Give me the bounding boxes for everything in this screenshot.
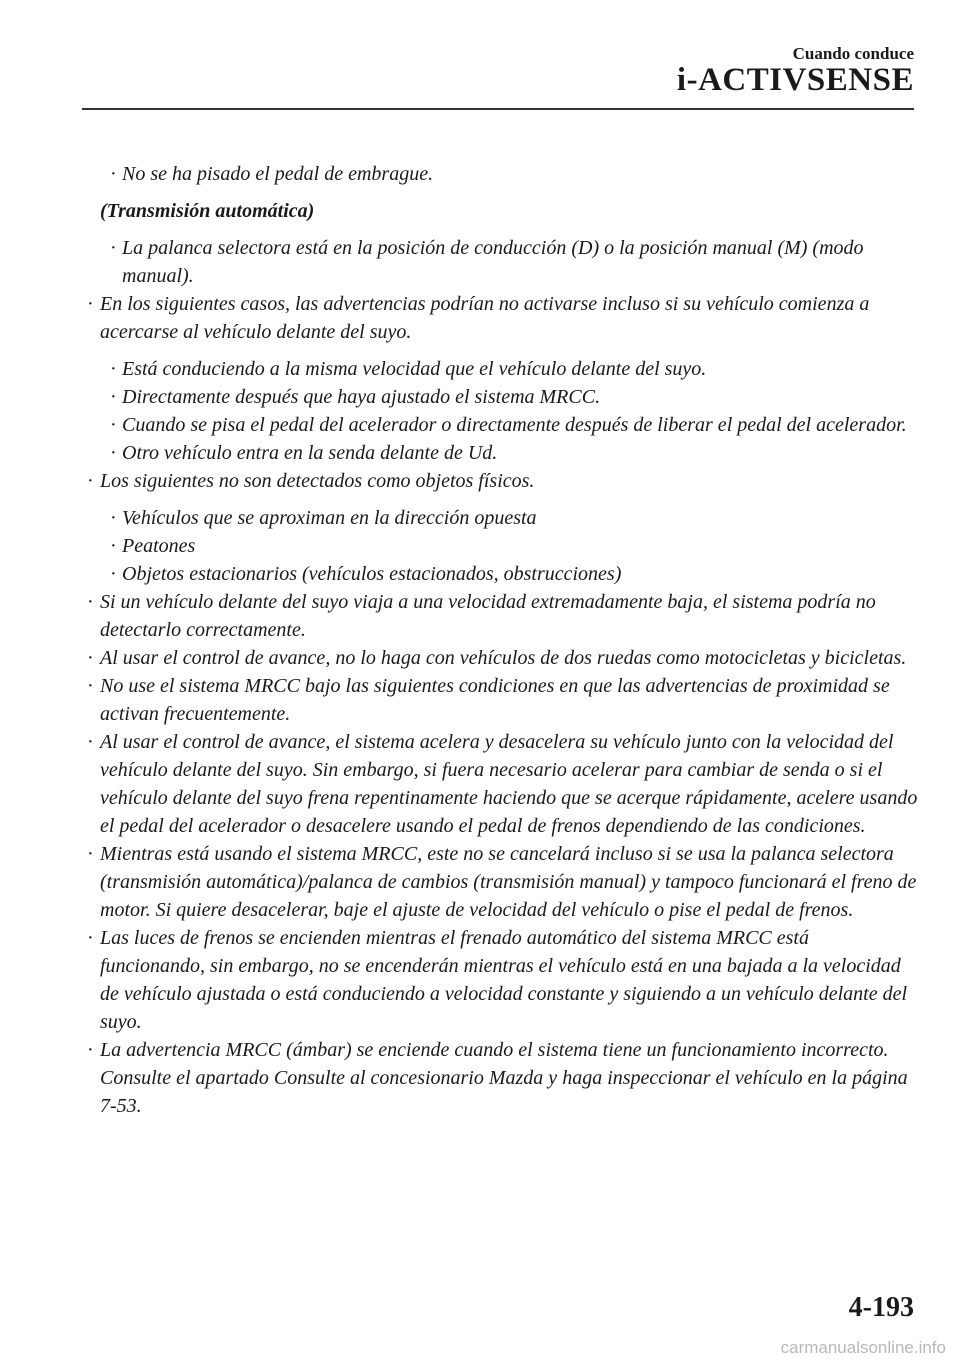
- list-item-text: Otro vehículo entra en la senda delante de Ud.: [122, 442, 498, 464]
- list-item: [88, 1036, 918, 1064]
- list-item-text: Al usar el control de avance, el sistema acelera y desacelera su vehículo junto con la velocidad del vehículo delante del suyo. Sin embargo, si fuera necesario acelerar para cambiar de senda o si el vehículo delante del suyo frena repentinamente haciendo que se acerque rápidamente, acelere usando el pedal del acelerador o desacelere usando el pedal de frenos dependiendo de las condiciones.: [100, 731, 918, 837]
- list-item: [88, 840, 918, 924]
- chapter-title: i-ACTIVSENSE: [676, 62, 914, 98]
- bullet-glyph: ·: [87, 731, 94, 753]
- list-item-text: En los siguientes casos, las advertencias podrían no activarse incluso si su vehículo comienza a acercarse al vehículo delante del suyo.: [100, 293, 870, 343]
- list-item: [88, 411, 918, 439]
- list-item-text: Directamente después que haya ajustado el sistema MRCC.: [122, 386, 601, 408]
- bullet-glyph: ·: [87, 293, 94, 315]
- list-item-text: La palanca selectora está en la posición de conducción (D) o la posición manual (M) (modo manual).: [122, 237, 864, 287]
- list-item-text: Las luces de frenos se encienden mientras el frenado automático del sistema MRCC está funcionando, sin embargo, no se encenderán mientras el vehículo está en una bajada a la velocidad de vehículo ajustada o está conduciendo a velocidad constante y siguiendo a un vehículo delante del suyo.: [100, 927, 908, 1033]
- list-item: [88, 467, 918, 495]
- bullet-glyph: ·: [110, 442, 117, 464]
- bullet-glyph: ·: [87, 927, 94, 949]
- bullet-glyph: ·: [87, 843, 94, 865]
- list-item: [88, 532, 918, 560]
- bullet-glyph: ·: [87, 647, 94, 669]
- list-item: [88, 644, 918, 672]
- list-item: [88, 728, 918, 840]
- list-item: [88, 290, 918, 346]
- bullet-glyph: ·: [110, 563, 117, 585]
- document-body: [88, 160, 918, 1120]
- list-item: [88, 234, 918, 290]
- list-item-text: Peatones: [122, 535, 196, 557]
- subheading-automatic-transmission: (Transmisión automática): [100, 200, 315, 222]
- bullet-glyph: ·: [110, 535, 117, 557]
- bullet-glyph: ·: [110, 163, 117, 185]
- list-item: [88, 504, 918, 532]
- list-item-text: Cuando se pisa el pedal del acelerador o directamente después de liberar el pedal del acelerador.: [122, 414, 907, 436]
- bullet-glyph: ·: [87, 675, 94, 697]
- list-item: [88, 383, 918, 411]
- list-item-text: Mientras está usando el sistema MRCC, este no se cancelará incluso si se usa la palanca selectora (transmisión automática)/palanca de cambios (transmisión manual) y tampoco funcionará el freno de motor. Si quiere desacelerar, baje el ajuste de velocidad del vehículo o pise el pedal de frenos.: [100, 843, 917, 921]
- list-item: [88, 160, 918, 188]
- list-item-text: Al usar el control de avance, no lo haga con vehículos de dos ruedas como motocicletas y bicicletas.: [100, 647, 907, 669]
- list-item-text: La advertencia MRCC (ámbar) se enciende cuando el sistema tiene un funcionamiento incorrecto.: [100, 1039, 889, 1061]
- cross-reference-text: Consulte el apartado Consulte al concesionario Mazda y haga inspeccionar el vehículo en la página 7-53.: [100, 1067, 908, 1117]
- list-item-text: No use el sistema MRCC bajo las siguientes condiciones en que las advertencias de proximidad se activan frecuentemente.: [100, 675, 890, 725]
- list-item: [88, 924, 918, 1036]
- list-item-text: Los siguientes no son detectados como objetos físicos.: [100, 470, 535, 492]
- list-item: [88, 355, 918, 383]
- list-item: [88, 439, 918, 467]
- section-title: Cuando conduce: [792, 44, 914, 63]
- list-item-text: Está conduciendo a la misma velocidad que el vehículo delante del suyo.: [122, 358, 707, 380]
- bullet-glyph: ·: [110, 358, 117, 380]
- bullet-glyph: ·: [110, 414, 117, 436]
- bullet-glyph: ·: [110, 386, 117, 408]
- list-item-text: No se ha pisado el pedal de embrague.: [122, 163, 434, 185]
- list-item: [88, 560, 918, 588]
- bullet-glyph: ·: [87, 591, 94, 613]
- list-item-text: Objetos estacionarios (vehículos estacionados, obstrucciones): [122, 563, 622, 585]
- header-divider: [82, 108, 914, 110]
- watermark: carmanualsonline.info: [780, 1338, 946, 1357]
- list-item-text: Vehículos que se aproximan en la dirección opuesta: [122, 507, 537, 529]
- page-number: 4-193: [848, 1292, 914, 1323]
- list-item: [88, 588, 918, 644]
- bullet-glyph: ·: [87, 470, 94, 492]
- list-item: [88, 672, 918, 728]
- bullet-glyph: ·: [110, 237, 117, 259]
- bullet-glyph: ·: [87, 1039, 94, 1061]
- bullet-glyph: ·: [110, 507, 117, 529]
- list-item-text: Si un vehículo delante del suyo viaja a una velocidad extremadamente baja, el sistema podría no detectarlo correctamente.: [100, 591, 876, 641]
